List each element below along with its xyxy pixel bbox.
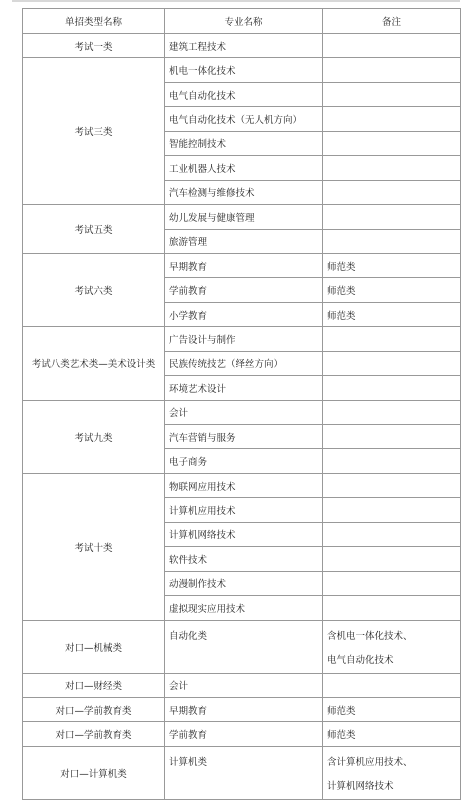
major-cell: 机电一体化技术 xyxy=(165,58,323,82)
major-table xyxy=(22,8,461,800)
major-cell: 智能控制技术 xyxy=(165,131,323,155)
category-cell: 考试九类 xyxy=(23,400,165,473)
major-cell: 广告设计与制作 xyxy=(165,327,323,351)
table-row xyxy=(23,58,461,82)
category-cell: 考试八类艺术类—美术设计类 xyxy=(23,327,165,400)
note-cell xyxy=(323,620,461,673)
table-row xyxy=(23,673,461,697)
major-cell: 早期教育 xyxy=(165,253,323,277)
note-cell xyxy=(323,400,461,424)
major-cell: 学前教育 xyxy=(165,278,323,302)
category-cell: 考试三类 xyxy=(23,58,165,205)
major-cell: 会计 xyxy=(165,673,323,697)
table-body xyxy=(23,34,461,800)
note-cell xyxy=(323,376,461,400)
category-cell: 对口—财经类 xyxy=(23,673,165,697)
note-cell xyxy=(323,351,461,375)
table-row xyxy=(23,746,461,799)
major-cell: 电子商务 xyxy=(165,449,323,473)
major-cell: 会计 xyxy=(165,400,323,424)
note-cell xyxy=(323,131,461,155)
major-cell: 虚拟现实应用技术 xyxy=(165,596,323,620)
note-cell xyxy=(323,58,461,82)
note-cell: 师范类 xyxy=(323,253,461,277)
note-cell xyxy=(323,746,461,799)
note-cell xyxy=(323,180,461,204)
note-cell xyxy=(323,229,461,253)
major-cell: 动漫制作技术 xyxy=(165,571,323,595)
table-row xyxy=(23,327,461,351)
note-cell xyxy=(323,571,461,595)
major-cell: 软件技术 xyxy=(165,547,323,571)
category-cell: 考试六类 xyxy=(23,253,165,326)
major-cell: 物联网应用技术 xyxy=(165,473,323,497)
category-cell: 对口—计算机类 xyxy=(23,746,165,799)
category-cell: 对口—学前教育类 xyxy=(23,697,165,721)
major-cell: 计算机应用技术 xyxy=(165,498,323,522)
major-cell: 小学教育 xyxy=(165,302,323,326)
note-line: 计算机网络技术 xyxy=(327,780,394,792)
table-row xyxy=(23,205,461,229)
note-cell xyxy=(323,82,461,106)
note-cell xyxy=(323,34,461,58)
note-cell: 师范类 xyxy=(323,278,461,302)
category-cell: 对口—学前教育类 xyxy=(23,722,165,746)
note-cell: 师范类 xyxy=(323,302,461,326)
note-cell xyxy=(323,596,461,620)
note-cell xyxy=(323,547,461,571)
major-cell: 自动化类 xyxy=(165,620,323,673)
table-row xyxy=(23,473,461,497)
note-cell xyxy=(323,522,461,546)
major-cell: 电气自动化技术 xyxy=(165,82,323,106)
note-cell xyxy=(323,449,461,473)
major-cell: 汽车营销与服务 xyxy=(165,425,323,449)
category-cell: 考试五类 xyxy=(23,205,165,254)
category-cell: 考试一类 xyxy=(23,34,165,58)
note-cell xyxy=(323,327,461,351)
major-cell: 建筑工程技术 xyxy=(165,34,323,58)
major-cell: 旅游管理 xyxy=(165,229,323,253)
header-category: 单招类型名称 xyxy=(23,9,165,34)
note-line: 电气自动化技术 xyxy=(327,654,394,666)
top-divider xyxy=(12,0,460,2)
major-cell: 工业机器人技术 xyxy=(165,156,323,180)
major-cell: 计算机类 xyxy=(165,746,323,799)
header-major: 专业名称 xyxy=(165,9,323,34)
major-cell: 民族传统技艺（绎丝方向） xyxy=(165,351,323,375)
note-cell: 师范类 xyxy=(323,697,461,721)
note-cell xyxy=(323,156,461,180)
major-cell: 电气自动化技术（无人机方向） xyxy=(165,107,323,131)
table-row xyxy=(23,620,461,673)
note-cell xyxy=(323,673,461,697)
table-row xyxy=(23,253,461,277)
category-cell: 考试十类 xyxy=(23,473,165,620)
note-cell xyxy=(323,107,461,131)
table-row xyxy=(23,697,461,721)
note-cell xyxy=(323,473,461,497)
table-row xyxy=(23,34,461,58)
major-cell: 计算机网络技术 xyxy=(165,522,323,546)
note-cell: 师范类 xyxy=(323,722,461,746)
category-cell: 对口—机械类 xyxy=(23,620,165,673)
note-line: 含计算机应用技术、 xyxy=(327,756,413,768)
major-cell: 环境艺术设计 xyxy=(165,376,323,400)
note-cell xyxy=(323,498,461,522)
header-row xyxy=(23,9,461,34)
table-row xyxy=(23,722,461,746)
table-row xyxy=(23,400,461,424)
major-cell: 幼儿发展与健康管理 xyxy=(165,205,323,229)
note-line: 含机电一体化技术、 xyxy=(327,630,413,642)
major-cell: 早期教育 xyxy=(165,697,323,721)
note-cell xyxy=(323,205,461,229)
major-cell: 汽车检测与维修技术 xyxy=(165,180,323,204)
major-cell: 学前教育 xyxy=(165,722,323,746)
note-cell xyxy=(323,425,461,449)
header-note: 备注 xyxy=(323,9,461,34)
